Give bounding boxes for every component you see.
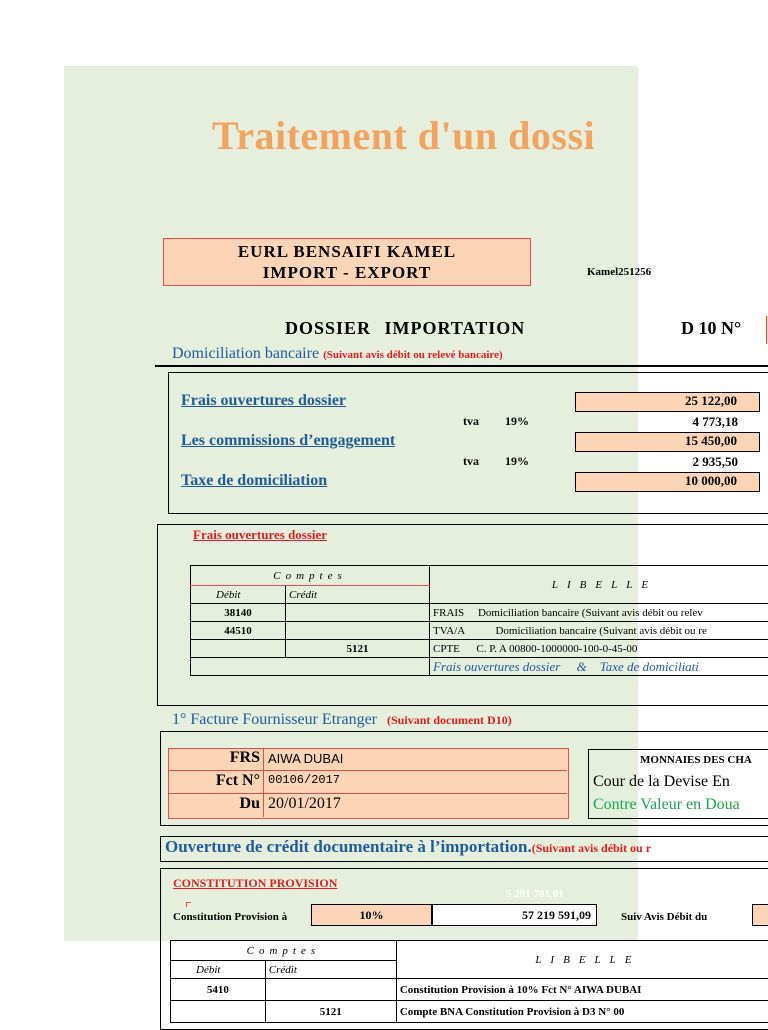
comptes-header: Comptes bbox=[171, 941, 397, 961]
cours-label: Cour de la Devise En bbox=[593, 773, 730, 791]
taxe-label: Taxe de domiciliation bbox=[181, 472, 327, 490]
credit-header: Crédit bbox=[265, 961, 396, 979]
fct-value[interactable]: 00106/2017 bbox=[268, 773, 340, 787]
footer-frais: Frais ouvertures dossier bbox=[433, 659, 560, 674]
provision-heading: CONSTITUTION PROVISION bbox=[173, 876, 337, 891]
du-label: Du bbox=[168, 795, 260, 813]
row-code: TVA/A bbox=[433, 625, 465, 637]
row-credit: 5121 bbox=[265, 1001, 396, 1023]
footer-taxe: Taxe de domiciliati bbox=[600, 659, 699, 674]
row-footer bbox=[430, 658, 768, 676]
du-value[interactable]: 20/01/2017 bbox=[268, 795, 341, 813]
company-name: EURL BENSAIFI KAMEL bbox=[164, 241, 530, 262]
domiciliation-note: (Suivant avis débit ou relevé bancaire) bbox=[323, 349, 503, 361]
table-row bbox=[171, 1001, 768, 1023]
tva1-rate: 19% bbox=[505, 414, 529, 429]
table-row bbox=[191, 640, 768, 658]
row-libelle bbox=[430, 640, 768, 658]
facture-heading-row bbox=[172, 711, 512, 729]
taxe-value[interactable]: 10 000,00 bbox=[575, 472, 760, 492]
credoc-note: (Suivant avis débit ou r bbox=[532, 841, 651, 855]
ecriture-frais-table bbox=[190, 565, 768, 676]
row-debit bbox=[171, 1001, 266, 1023]
suiv-avis-label: Suiv Avis Débit du bbox=[621, 911, 707, 923]
company-box bbox=[163, 238, 531, 286]
divider bbox=[168, 793, 567, 794]
credit-header: Crédit bbox=[286, 586, 430, 604]
row-credit bbox=[286, 604, 430, 622]
frs-value[interactable]: AIWA DUBAI bbox=[268, 751, 343, 766]
row-debit: 44510 bbox=[191, 622, 286, 640]
provision-label: Constitution Provision à bbox=[173, 911, 287, 923]
provision-rate[interactable]: 10% bbox=[311, 904, 432, 926]
company-activity: IMPORT - EXPORT bbox=[164, 262, 530, 283]
d10-label: D 10 N° bbox=[681, 318, 741, 339]
contre-valeur-label: Contre Valeur en Doua bbox=[593, 796, 740, 814]
tva1-label: tva bbox=[463, 414, 479, 429]
row-code: FRAIS bbox=[433, 607, 464, 619]
provision-value: 57 219 591,09 bbox=[432, 904, 597, 926]
provision-table bbox=[170, 940, 768, 1023]
divider bbox=[168, 770, 567, 771]
comptes-header: Comptes bbox=[191, 566, 430, 586]
reference-code: Kamel251256 bbox=[587, 266, 651, 278]
facture-heading: 1° Facture Fournisseur Etranger bbox=[172, 711, 377, 728]
table-row bbox=[171, 979, 768, 1001]
debit-header: Débit bbox=[171, 961, 266, 979]
tva1-value: 4 773,18 bbox=[575, 414, 738, 430]
debit-header: Débit bbox=[191, 586, 286, 604]
tva2-rate: 19% bbox=[505, 454, 529, 469]
suiv-avis-date-input[interactable] bbox=[752, 904, 768, 926]
monnaies-label: MONNAIES DES CHA bbox=[640, 754, 752, 766]
frais-value[interactable]: 25 122,00 bbox=[575, 392, 760, 412]
row-text: C. P. A 00800-1000000-100-0-45-00 bbox=[476, 643, 637, 655]
divider bbox=[263, 748, 264, 817]
tva2-value: 2 935,50 bbox=[575, 454, 738, 470]
domiciliation-heading: Domiciliation bancaire bbox=[172, 345, 319, 362]
comment-marker-icon bbox=[186, 902, 191, 907]
frs-label: FRS bbox=[168, 749, 260, 767]
libelle-header: LIBELLE bbox=[396, 941, 768, 979]
row-text: Domiciliation bancaire (Suivant avis débit ou relev bbox=[478, 607, 703, 619]
facture-note: (Suivant document D10) bbox=[387, 713, 512, 727]
row-libelle: Compte BNA Constitution Provision à D3 N° 00 bbox=[396, 1001, 768, 1023]
row-credit: 5121 bbox=[286, 640, 430, 658]
fct-label: Fct N° bbox=[168, 772, 260, 790]
domiciliation-heading-row bbox=[172, 345, 503, 363]
page-title: Traitement d'un dossi bbox=[212, 112, 595, 159]
row-libelle: Constitution Provision à 10% Fct N° AIWA DUBAI bbox=[396, 979, 768, 1001]
row-libelle bbox=[430, 604, 768, 622]
row-credit bbox=[265, 979, 396, 1001]
tva2-label: tva bbox=[463, 454, 479, 469]
row-credit bbox=[286, 622, 430, 640]
provision-ghost-value: 5 201 781,01 bbox=[506, 888, 564, 900]
footer-amp: & bbox=[577, 659, 587, 674]
row-debit: 5410 bbox=[171, 979, 266, 1001]
credoc-heading: Ouverture de crédit documentaire à l’importation. bbox=[165, 837, 532, 856]
row-debit bbox=[191, 640, 286, 658]
table-row bbox=[191, 604, 768, 622]
commissions-label: Les commissions d’engagement bbox=[181, 432, 395, 450]
row-debit: 38140 bbox=[191, 604, 286, 622]
ecriture-frais-heading: Frais ouvertures dossier bbox=[193, 527, 327, 543]
frais-label: Frais ouvertures dossier bbox=[181, 392, 346, 410]
libelle-header: LIBELLE bbox=[430, 566, 768, 604]
table-row bbox=[191, 622, 768, 640]
dossier-label: DOSSIER IMPORTATION bbox=[285, 318, 525, 339]
divider bbox=[155, 365, 768, 367]
row-code: CPTE bbox=[433, 643, 460, 655]
row-footer-empty bbox=[191, 658, 430, 676]
credoc-heading-row bbox=[165, 837, 651, 857]
row-text: Domiciliation bancaire (Suivant avis débit ou re bbox=[495, 625, 706, 637]
commissions-value[interactable]: 15 450,00 bbox=[575, 432, 760, 452]
row-libelle bbox=[430, 622, 768, 640]
